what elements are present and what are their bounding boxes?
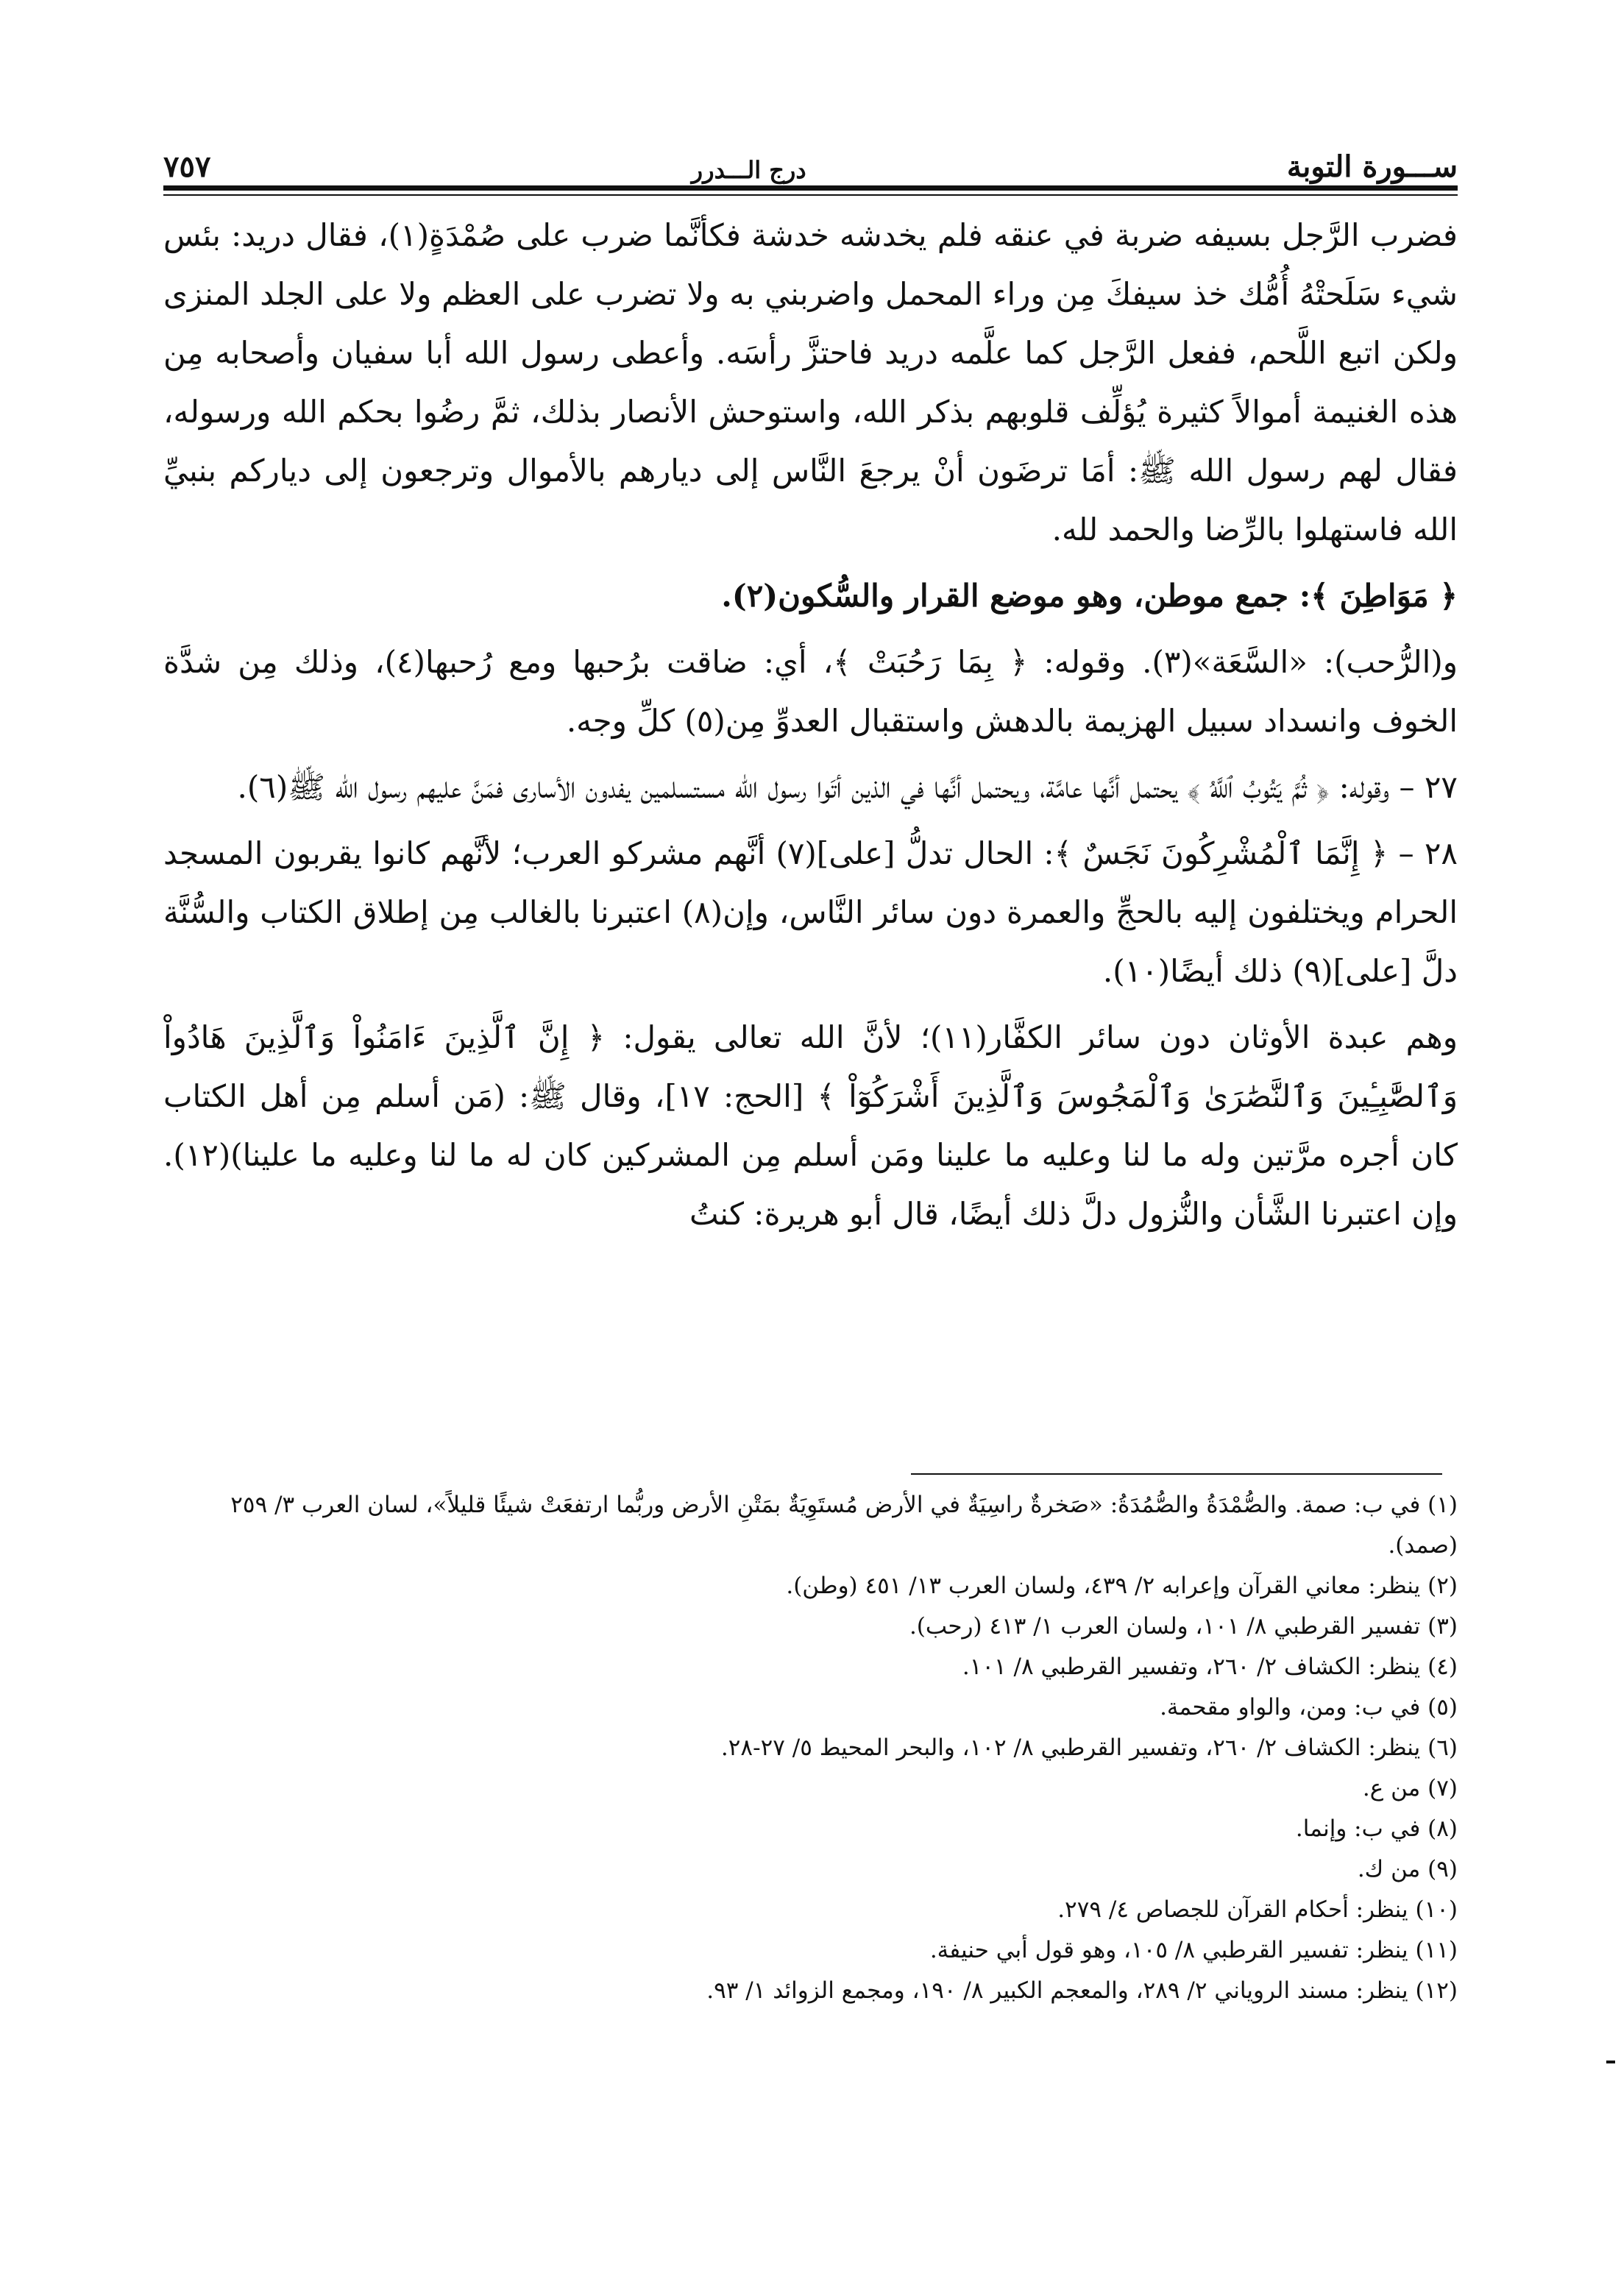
paragraph: وهم عبدة الأوثان دون سائر الكفَّار(١١)؛ لأنَّ الله تعالى يقول: ﴿ إِنَّ ٱلَّذِينَ ءَامَنُواْ وَٱلَّذِينَ هَادُواْ وَٱلصَّٰبِـِٔينَ وَٱلنَّصَٰرَىٰ وَٱلْمَجُوسَ وَٱلَّذِينَ أَشْرَكُوٓاْ ﴾ [الحج: ١٧]، وقال ﷺ: (مَن أسلم مِن أهل الكتاب كان أجره مرَّتين وله ما لنا وعليه ما علينا ومَن أسلم مِن المشركين كان له ما لنا وعليه ما علينا)(١٢). وإن اعتبرنا الشَّأن والنُّزول دلَّ ذلك أيضًا، قال أبو هريرة: كنتُ [163,1019,1458,1232]
footnote: (٣) تفسير القرطبي ٨/ ١٠١، ولسان العرب ١/ ٤١٣ (رحب). [909,1613,1458,1640]
running-header [163,131,1458,184]
paragraph: ﴿ مَوَاطِنَ ﴾: جمع موطن، وهو موضع القرار والسُّكون(٢). [721,578,1458,614]
footnote: (٢) ينظر: معاني القرآن وإعرابه ٢/ ٤٣٩، ولسان العرب ١٣/ ٤٥١ (وطن). [786,1573,1458,1599]
footnote: (١) في ب: صمة. والصُّمْدَةُ والصُّمُدَةُ: «صَخرةٌ راسِيَةٌ في الأرض مُستَوِيَةٌ بمَتْنِ الأرض وربُّما ارتفعَتْ شيئًا قليلاً»، لسان العرب ٣/ ٢٥٩ (صمد). [230,1492,1458,1559]
header-rule-thick [163,185,1458,191]
sura-title: ســـورة التوبة [1286,149,1458,184]
footnote: (٥) في ب: ومن، والواو مقحمة. [1160,1694,1458,1721]
main-text [163,206,1458,1251]
header-rule-thin [163,194,1458,196]
footnote: (١٠) ينظر: أحكام القرآن للجصاص ٤/ ٢٧٩. [1057,1896,1458,1923]
footnotes [163,1485,1458,2011]
paragraph: و(الرُّحب): «السَّعَة»(٣). وقوله: ﴿ بِمَا رَحُبَتْ ﴾، أي: ضاقت برُحبها ومع رُحبها(٤)، وذلك مِن شدَّة الخوف وانسداد سبيل الهزيمة بالدهش واستقبال العدوِّ مِن(٥) كلِّ وجه. [163,644,1458,739]
footnote: (٨) في ب: وإنما. [1295,1815,1458,1842]
footnote: (١١) ينظر: تفسير القرطبي ٨/ ١٠٥، وهو قول أبي حنيفة. [929,1937,1458,1963]
page-number: ٧٥٧ [163,149,211,184]
footnote: (٤) ينظر: الكشاف ٢/ ٢٦٠، وتفسير القرطبي ٨/ ١٠١. [962,1654,1458,1680]
footnote: (١٢) ينظر: مسند الروياني ٢/ ٢٨٩، والمعجم الكبير ٨/ ١٩٠، ومجمع الزوائد ١/ ٩٣. [706,1977,1458,2004]
footnote: (٦) ينظر: الكشاف ٢/ ٢٦٠، وتفسير القرطبي ٨/ ١٠٢، والبحر المحيط ٥/ ٢٧-٢٨. [720,1735,1458,1761]
footnote: (٩) من ك. [1357,1856,1458,1882]
footnote: (٧) من ع. [1362,1775,1458,1801]
paragraph: فضرب الرَّجل بسيفه ضربة في عنقه فلم يخدشه خدشة فكأنَّما ضرب على صُمْدَةٍ(١)، فقال دريد: بئس شيء سَلَحتْهُ أُمُّك خذ سيفكَ مِن وراء المحمل واضربني به ولا تضرب على العظم ولا على الجلد المنزى ولكن اتبع اللَّحم، ففعل الرَّجل كما علَّمه دريد فاحتزَّ رأسَه. وأعطى رسول الله أبا سفيان وأصحابه مِن هذه الغنيمة أموالاً كثيرة يُؤلِّف قلوبهم بذكر الله، واستوحش الأنصار بذلك، ثمَّ رضُوا بحكم الله ورسوله، فقال لهم رسول الله ﷺ: أمَا ترضَون أنْ يرجعَ النَّاس إلى ديارهم بالأموال وترجعون إلى دياركم بنبيِّ الله فاستهلوا بالرِّضا والحمد لله. [163,217,1458,548]
paragraph: ٢٧ – وقوله: ﴿ ثُمَّ يَتُوبُ ٱللَّهُ ﴾ يحتمل أنَّها عامَّة، ويحتمل أنَّها في الذين أتَوا رسول الله مستسلمين يفدون الأسارى فمَنَّ عليهم رسول الله ﷺ(٦). [237,769,1458,805]
footnote-separator [911,1473,1442,1475]
book-title: درج الـــدرر [691,156,806,184]
scan-mark [1606,2061,1615,2063]
paragraph: ٢٨ – ﴿ إِنَّمَا ٱلْمُشْرِكُونَ نَجَسٌ ﴾: الحال تدلُّ [على](٧) أنَّهم مشركو العرب؛ لأنَّهم كانوا يقربون المسجد الحرام ويختلفون إليه بالحجِّ والعمرة دون سائر النَّاس، وإن(٨) اعتبرنا بالغالب مِن إطلاق الكتاب والسُّنَّة دلَّ [على](٩) ذلك أيضًا(١٠). [163,835,1458,989]
